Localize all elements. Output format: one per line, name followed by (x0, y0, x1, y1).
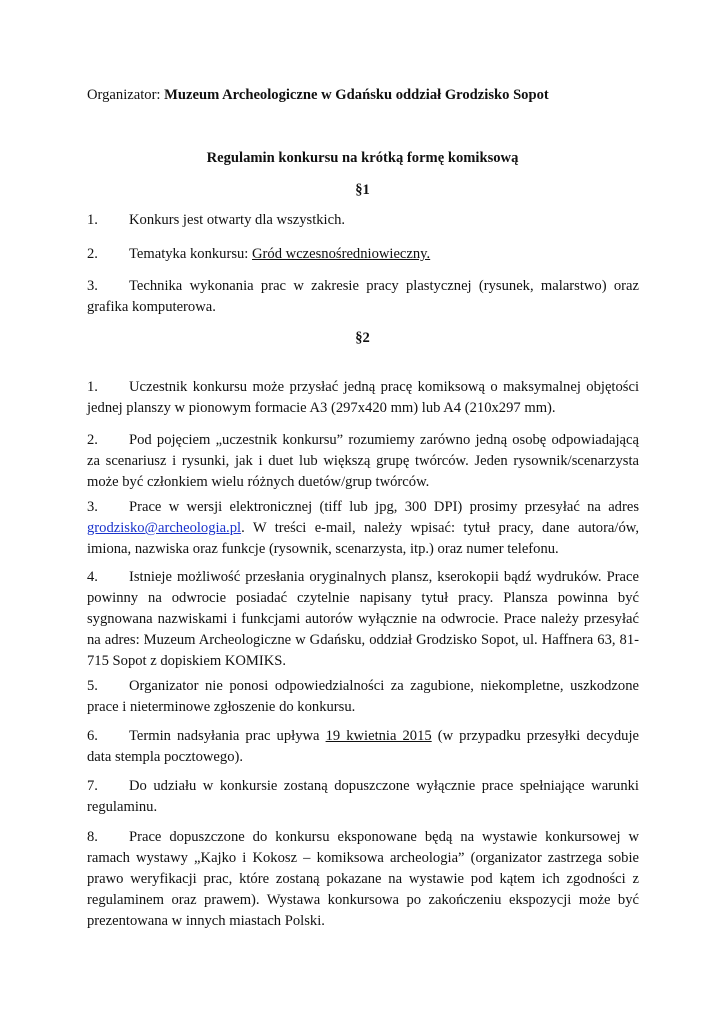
document-title: Regulamin konkursu na krótką formę komiksową (206, 150, 519, 166)
s2-item-5 (87, 676, 639, 718)
item-line-1: Istnieje możliwość przesłania oryginalnych plansz, kserokopii bądź wydruków. Prace (129, 569, 639, 585)
item-number: 2. (87, 246, 98, 262)
organizer-line (87, 85, 549, 106)
item-number: 3. (87, 278, 98, 294)
item-line-3: prawo weryfikacji prac, które zostaną pokazane na wystawie pod kątem ich zgodności z (87, 871, 639, 887)
item-number: 8. (87, 829, 98, 845)
item-line-2: prace i nieterminowe zgłoszenie do konkursu. (87, 699, 356, 715)
item-number: 3. (87, 499, 98, 515)
s2-item-2 (87, 430, 639, 493)
item-line (87, 676, 639, 697)
item-line (87, 567, 639, 588)
s2-item-8 (87, 827, 639, 932)
item-line-1: Prace dopuszczone do konkursu eksponowane będą na wystawie konkursowej w (129, 829, 639, 845)
organizer-label: Organizator: (87, 87, 161, 103)
item-line-1: Pod pojęciem „uczestnik konkursu” rozumiemy zarówno jedną osobę odpowiadającą (129, 432, 639, 448)
item-line-1: Organizator nie ponosi odpowiedzialności za zagubione, niekompletne, uszkodzone (129, 678, 639, 694)
item-number: 5. (87, 678, 98, 694)
item-line (87, 726, 639, 747)
organizer-name: Muzeum Archeologiczne w Gdańsku oddział Grodzisko Sopot (164, 87, 549, 103)
item-line-2: grafika komputerowa. (87, 299, 216, 315)
item-line-2: regulaminu. (87, 799, 158, 815)
item-line (87, 276, 639, 297)
item-line (87, 776, 639, 797)
s2-item-3 (87, 497, 639, 560)
item-line (87, 430, 639, 451)
item-line-4: na adres: Muzeum Archeologiczne w Gdańsku, oddział Grodzisko Sopot, ul. Haffnera 63, 81- (87, 632, 639, 648)
theme-underlined: Gród wczesnośredniowieczny. (252, 246, 431, 262)
s1-item-3 (87, 276, 639, 318)
section-2-heading: §2 (355, 330, 370, 346)
deadline-date: 19 kwietnia 2015 (325, 728, 432, 744)
s2-item-6 (87, 726, 639, 768)
item-number: 6. (87, 728, 98, 744)
s1-item-1 (87, 210, 639, 231)
item-line-3: może być członkiem wielu różnych duetów/grup twórców. (87, 474, 430, 490)
item-number: 4. (87, 569, 98, 585)
item-line (87, 377, 639, 398)
item-number: 7. (87, 778, 98, 794)
deadline-pre: Termin nadsyłania prac upływa (129, 728, 320, 744)
item-line-2: ramach wystawy „Kajko i Kokosz – komiksowa archeologia” (organizator zastrzega sobie (87, 850, 639, 866)
item-line-2: jednej planszy w pionowym formacie A3 (297x420 mm) lub A4 (210x297 mm). (87, 400, 556, 416)
s1-item-2 (87, 244, 639, 265)
item-number: 1. (87, 379, 98, 395)
item-line-1: Prace w wersji elektronicznej (tiff lub jpg, 300 DPI) prosimy przesyłać na adres (129, 499, 639, 515)
item-line-4: regulaminem oraz prawem). Wystawa konkursowa po zakończeniu ekspozycji może być (87, 892, 639, 908)
item-line-1: Uczestnik konkursu może przysłać jedną pracę komiksową o maksymalnej objętości (129, 379, 639, 395)
item-line-1: Technika wykonania prac w zakresie pracy plastycznej (rysunek, malarstwo) oraz (129, 278, 639, 294)
deadline-post: (w przypadku przesyłki decyduje (437, 728, 640, 744)
item-label: Tematyka konkursu: (129, 246, 249, 262)
item-line (87, 497, 639, 518)
item-number: 2. (87, 432, 98, 448)
item-line-2-rest: . W treści e-mail, należy wpisać: tytuł pracy, dane autora/ów, (241, 520, 639, 536)
item-line-3: imiona, nazwiska oraz funkcje (rysownik, scenarzysta, itp.) oraz numer telefonu. (87, 541, 559, 557)
item-line-3: sygnowana nazwiskami i funkcjami autorów wyłącznie na odwrocie. Prace należy przesyłać (87, 611, 639, 627)
s2-item-7 (87, 776, 639, 818)
item-line-5: prezentowana w innych miastach Polski. (87, 913, 325, 929)
email-link[interactable]: grodzisko@archeologia.pl (87, 520, 242, 536)
item-line-2: powinny na odwrocie posiadać czytelnie napisany tytuł pracy. Plansza powinna być (87, 590, 639, 606)
item-line-2 (87, 518, 639, 539)
s2-item-4 (87, 567, 639, 672)
item-number: 1. (87, 212, 98, 228)
item-line (87, 827, 639, 848)
item-line-1: Do udziału w konkursie zostaną dopuszczone wyłącznie prace spełniające warunki (129, 778, 639, 794)
section-1-heading: §1 (355, 182, 370, 198)
item-line-5: 715 Sopot z dopiskiem KOMIKS. (87, 653, 287, 669)
s2-item-1 (87, 377, 639, 419)
item-line-2: za scenariusz i rysunki, jak i duet lub większą grupę twórców. Jeden rysownik/scenarzysta (87, 453, 639, 469)
item-text: Konkurs jest otwarty dla wszystkich. (129, 212, 346, 228)
item-line-2: data stempla pocztowego). (87, 749, 244, 765)
